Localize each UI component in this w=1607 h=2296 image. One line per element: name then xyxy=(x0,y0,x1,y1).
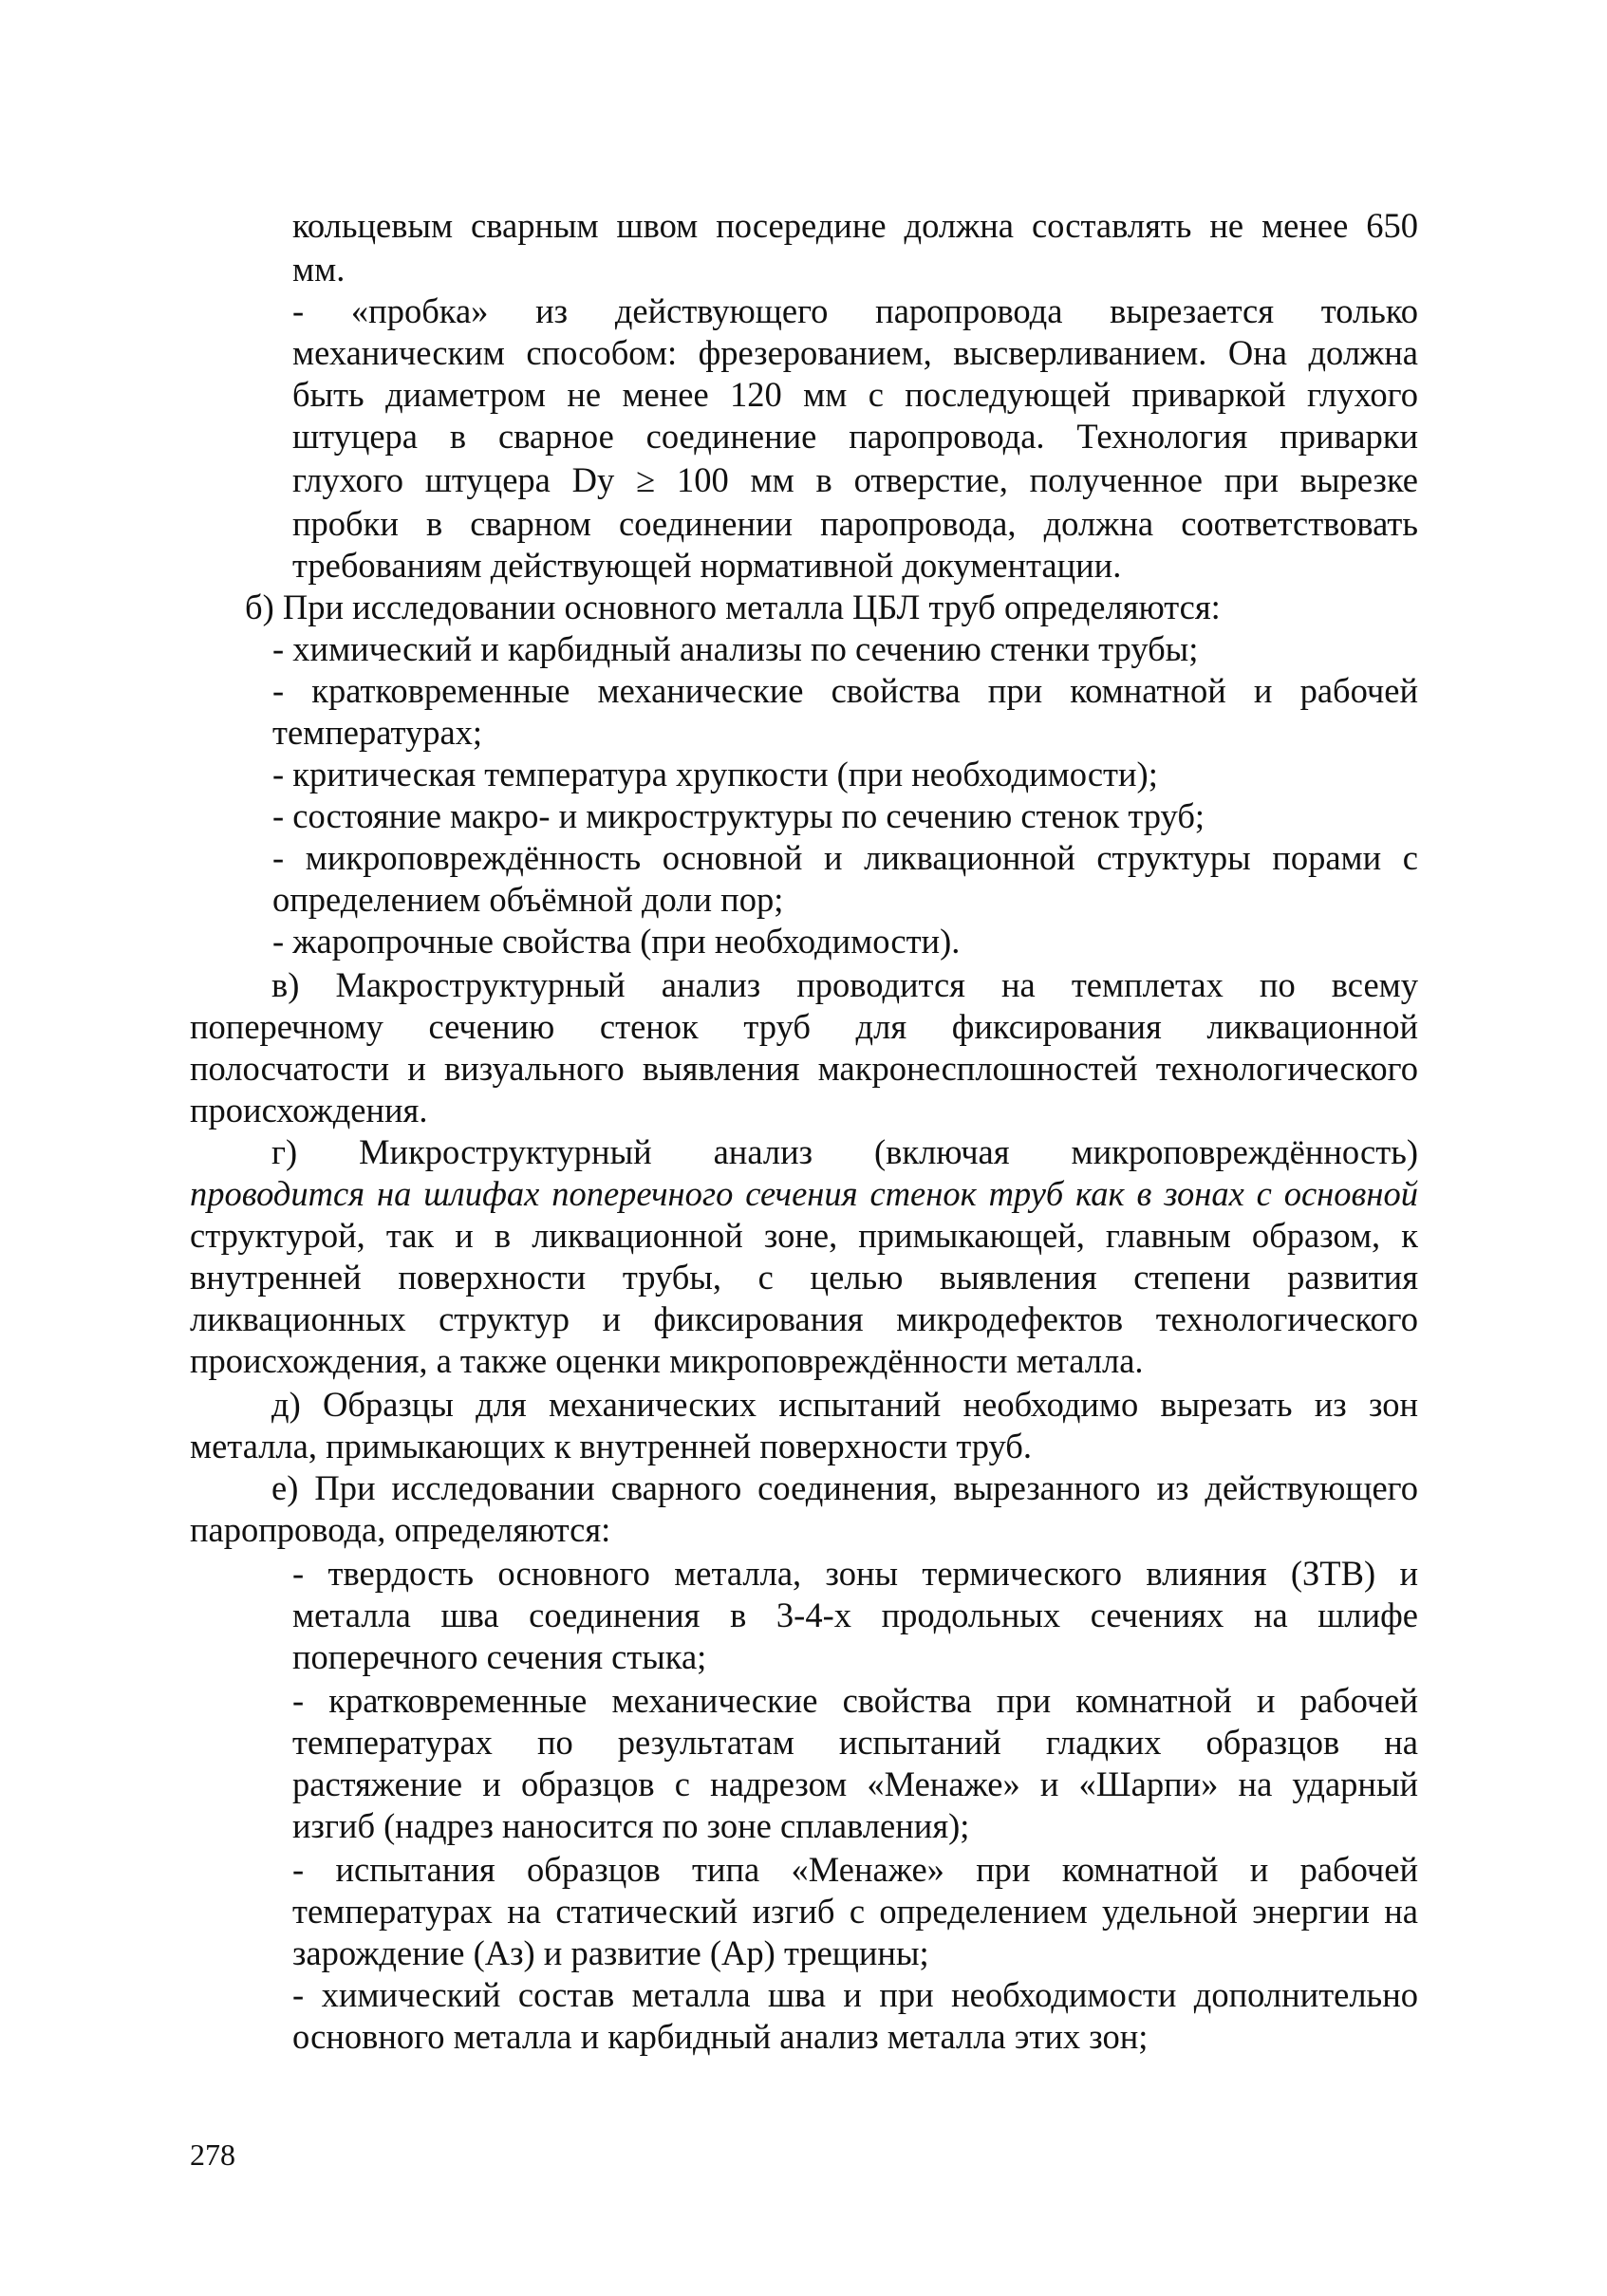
text-line: - критическая температура хрупкости (при необходимости); xyxy=(272,755,1158,793)
text-line: внутренней поверхности трубы, с целью выявления степени развития xyxy=(190,1258,1418,1297)
section-g-heading: г) Микроструктурный анализ (включая микроповреждённость) xyxy=(271,1132,1418,1171)
text-line: ликвационных структур и фиксирования микродефектов технологического xyxy=(190,1299,1418,1338)
text-line: происхождения, а также оценки микроповреждённости металла. xyxy=(190,1341,1144,1380)
text-line: - кратковременные механические свойства при комнатной и рабочей xyxy=(292,1681,1418,1720)
text-line: - твердость основного металла, зоны термического влияния (ЗТВ) и xyxy=(292,1554,1418,1593)
section-v-heading: в) Макроструктурный анализ проводится на темплетах по всему xyxy=(271,965,1418,1004)
text-line: кольцевым сварным швом посередине должна составлять не менее 650 xyxy=(292,206,1418,245)
text-line: - химический состав металла шва и при необходимости дополнительно xyxy=(292,1975,1418,2014)
text-line: паропровода, определяются: xyxy=(190,1510,611,1549)
text-line: - испытания образцов типа «Менаже» при комнатной и рабочей xyxy=(292,1850,1418,1889)
text-line: температурах по результатам испытаний гладких образцов на xyxy=(292,1723,1418,1762)
text-line: зарождение (Аз) и развитие (Ар) трещины; xyxy=(292,1933,929,1972)
text-line: - кратковременные механические свойства при комнатной и рабочей xyxy=(272,671,1418,710)
text-line: структурой, так и в ликвационной зоне, примыкающей, главным образом, к xyxy=(190,1216,1418,1255)
text-line: температурах на статический изгиб с определением удельной энергии на xyxy=(292,1892,1418,1931)
text-line: температурах; xyxy=(272,713,483,752)
section-b-heading: б) При исследовании основного металла ЦБЛ труб определяются: xyxy=(245,588,1221,626)
text-line: металла, примыкающих к внутренней поверхности труб. xyxy=(190,1427,1032,1465)
text-line: - состояние макро- и микроструктуры по сечению стенок труб; xyxy=(272,796,1205,835)
text-line: металла шва соединения в 3-4-х продольных сечениях на шлифе xyxy=(292,1596,1418,1634)
text-line: механическим способом: фрезерованием, высверливанием. Она должна xyxy=(292,333,1418,372)
text-line: основного металла и карбидный анализ металла этих зон; xyxy=(292,2017,1149,2056)
text-line: глухого штуцера Dy ≥ 100 мм в отверстие, полученное при вырезке xyxy=(292,460,1418,499)
page-number: 278 xyxy=(190,2137,235,2172)
text-line: проводится на шлифах поперечного сечения стенок труб как в зонах с основной xyxy=(190,1174,1418,1213)
text-line: определением объёмной доли пор; xyxy=(272,880,784,919)
text-line: - микроповреждённость основной и ликвационной структуры порами с xyxy=(272,838,1418,877)
section-d-heading: д) Образцы для механических испытаний необходимо вырезать из зон xyxy=(271,1385,1418,1424)
text-line: быть диаметром не менее 120 мм с последующей приваркой глухого xyxy=(292,375,1418,414)
text-line: поперечного сечения стыка; xyxy=(292,1637,707,1676)
text-line: штуцера в сварное соединение паропровода. Технология приварки xyxy=(292,417,1418,456)
text-line: - «пробка» из действующего паропровода вырезается только xyxy=(292,291,1418,330)
text-line: происхождения. xyxy=(190,1091,428,1129)
text-line: требованиям действующей нормативной документации. xyxy=(292,546,1122,585)
text-line: - химический и карбидный анализы по сечению стенки трубы; xyxy=(272,629,1199,668)
text-line: пробки в сварном соединении паропровода, должна соответствовать xyxy=(292,504,1418,543)
text-line: - жаропрочные свойства (при необходимости). xyxy=(272,922,961,961)
text-line: изгиб (надрез наносится по зоне сплавления); xyxy=(292,1806,970,1845)
text-line: поперечному сечению стенок труб для фиксирования ликвационной xyxy=(190,1007,1418,1046)
text-line: мм. xyxy=(292,250,346,289)
text-line: полосчатости и визуального выявления макронесплошностей технологического xyxy=(190,1049,1418,1088)
section-e-heading: е) При исследовании сварного соединения, вырезанного из действующего xyxy=(271,1468,1418,1507)
text-line: растяжение и образцов с надрезом «Менаже» и «Шарпи» на ударный xyxy=(292,1764,1418,1803)
